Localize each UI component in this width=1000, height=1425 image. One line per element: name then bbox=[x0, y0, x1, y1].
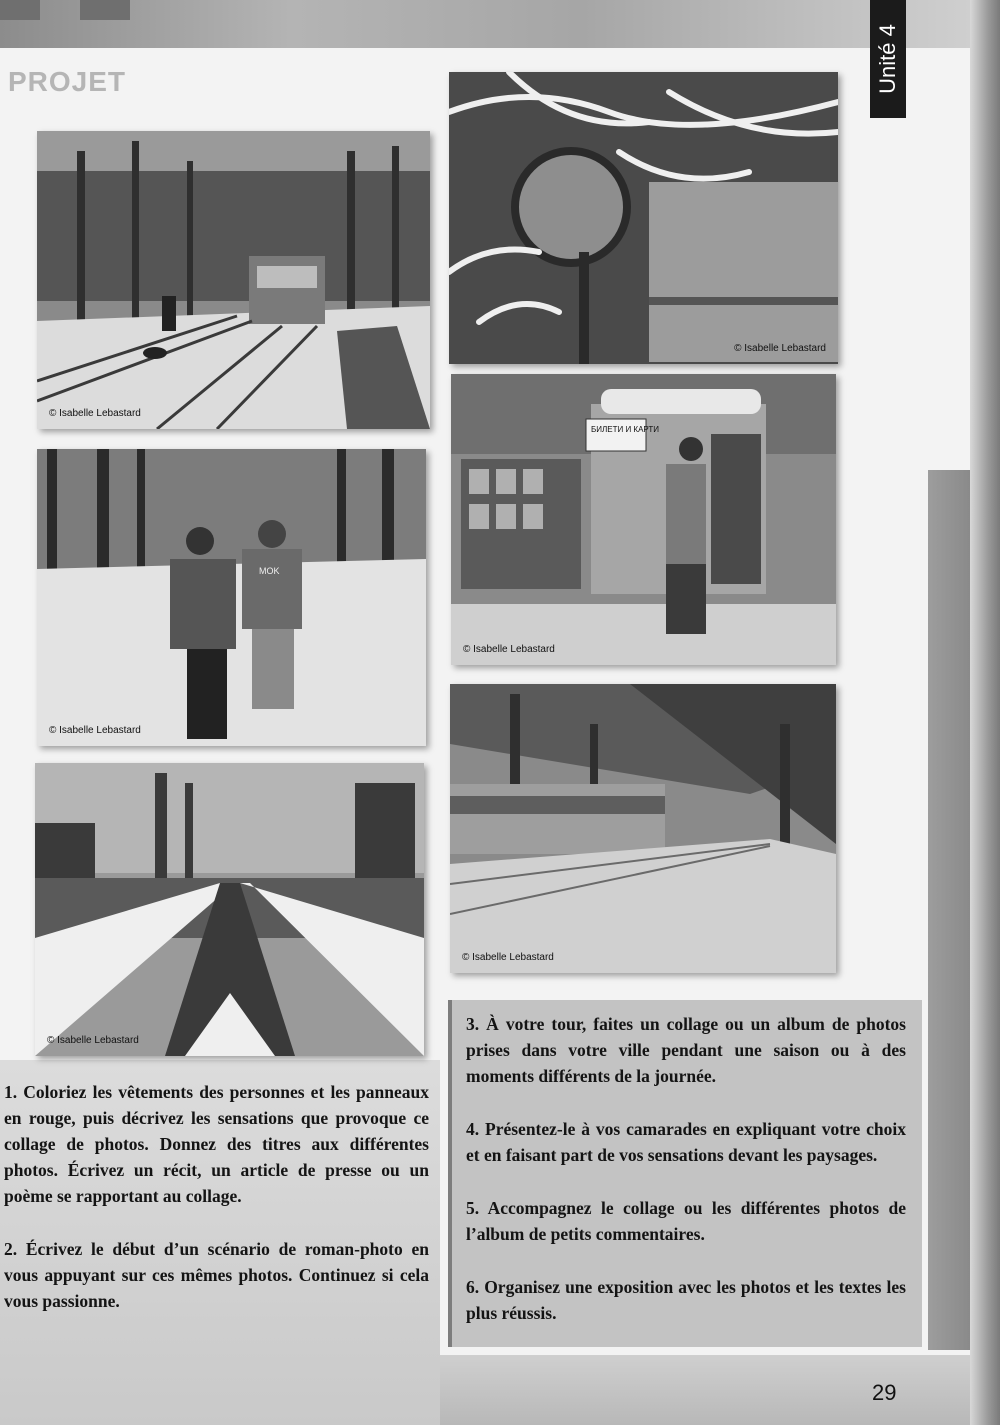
sign-scene bbox=[449, 72, 838, 364]
band-square bbox=[0, 0, 40, 20]
canal-scene bbox=[35, 763, 424, 1056]
top-decorative-band bbox=[0, 0, 970, 48]
photo-sign bbox=[449, 72, 838, 364]
instruction-3: 3. À votre tour, faites un collage ou un album de photos prises dans votre ville pendant une saison ou à des moments différents de la journée. bbox=[466, 1014, 906, 1086]
instruction-6: 6. Organisez une exposition avec les photos et les textes les plus réussis. bbox=[466, 1277, 906, 1323]
kiosk-sign-text: БИЛЕТИ И КАРТИ bbox=[591, 425, 660, 434]
instructions-right bbox=[466, 1011, 906, 1353]
tram-scene bbox=[37, 131, 430, 429]
kiosk-scene bbox=[451, 374, 836, 665]
couple-scene bbox=[37, 449, 426, 746]
jacket-text: MOK bbox=[259, 566, 280, 576]
photo-credit: © Isabelle Lebastard bbox=[463, 644, 555, 655]
unit-tab bbox=[870, 0, 906, 118]
station-scene bbox=[450, 684, 836, 973]
section-title: PROJET bbox=[8, 66, 127, 97]
instruction-5: 5. Accompagnez le collage ou les différentes photos de l’album de petits commentaires. bbox=[466, 1198, 906, 1244]
photo-credit: © Isabelle Lebastard bbox=[462, 952, 554, 963]
instructions-left bbox=[4, 1079, 429, 1341]
photo-credit: © Isabelle Lebastard bbox=[49, 725, 141, 736]
photo-credit: © Isabelle Lebastard bbox=[47, 1035, 139, 1046]
unit-label: Unité 4 bbox=[875, 24, 900, 94]
photo-station bbox=[450, 684, 836, 973]
instruction-4: 4. Présentez-le à vos camarades en expliquant votre choix et en faisant part de vos sensations devant les paysages. bbox=[466, 1119, 906, 1165]
photo-canal bbox=[35, 763, 424, 1056]
side-gray-block bbox=[928, 470, 970, 1350]
page-binding-edge bbox=[970, 0, 1000, 1425]
photo-tram bbox=[37, 131, 430, 429]
photo-credit: © Isabelle Lebastard bbox=[734, 343, 826, 354]
instruction-1: 1. Coloriez les vêtements des personnes et les panneaux en rouge, puis décrivez les sensations que provoque ce collage de photos. Donnez des titres aux différentes photos. Écrivez un récit, un article de presse ou un poème se rapportant au collage. bbox=[4, 1082, 429, 1206]
photo-credit: © Isabelle Lebastard bbox=[49, 408, 141, 419]
band-square bbox=[80, 0, 130, 20]
instruction-2: 2. Écrivez le début d’un scénario de roman-photo en vous appuyant sur ces mêmes photos. Continuez si cela vous passionne. bbox=[4, 1239, 429, 1311]
page-number: 29 bbox=[872, 1380, 897, 1405]
photo-kiosk bbox=[451, 374, 836, 665]
photo-couple bbox=[37, 449, 426, 746]
